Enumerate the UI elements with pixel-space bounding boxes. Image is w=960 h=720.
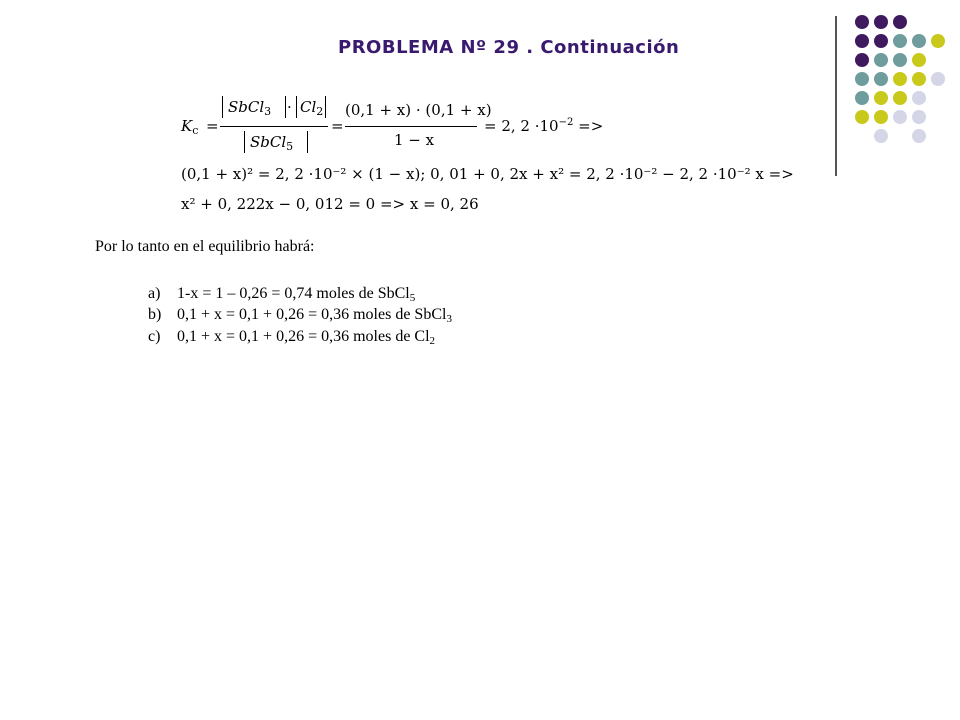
rhs-arrow: => xyxy=(578,117,604,135)
decorative-dot xyxy=(912,72,926,86)
decorative-dot xyxy=(855,91,869,105)
fraction-bar-2 xyxy=(345,126,477,127)
decorative-dot xyxy=(893,91,907,105)
decorative-divider xyxy=(835,16,837,176)
answer-item-b xyxy=(148,306,452,325)
decorative-dot xyxy=(912,34,926,48)
equation-line-3: x² + 0, 222x − 0, 012 = 0 => x = 0, 26 xyxy=(181,195,479,213)
item-label: a) xyxy=(148,285,161,302)
decorative-dot xyxy=(874,72,888,86)
kc-subscript: c xyxy=(192,124,199,137)
fraction-bar-1 xyxy=(220,126,328,127)
decorative-dot xyxy=(912,129,926,143)
decorative-dot xyxy=(893,53,907,67)
rhs-value: = 2, 2 ·10 xyxy=(484,117,559,135)
item-text: 0,1 + x = 0,1 + 0,26 = 0,36 moles de Cl xyxy=(177,328,430,345)
decorative-dot xyxy=(931,34,945,48)
answer-item-c xyxy=(148,328,435,347)
equation-line-2: (0,1 + x)² = 2, 2 ·10⁻² × (1 − x); 0, 01 + 0, 2x + x² = 2, 2 ·10⁻² − 2, 2 ·10⁻² x => xyxy=(181,165,794,183)
intro-text: Por lo tanto en el equilibrio habrá: xyxy=(95,238,315,255)
decorative-dot xyxy=(855,53,869,67)
num-cl2: Cl xyxy=(300,98,317,116)
decorative-dot xyxy=(874,53,888,67)
decorative-dot xyxy=(855,72,869,86)
decorative-dot xyxy=(912,53,926,67)
item-label: b) xyxy=(148,306,162,323)
item-subscript: 5 xyxy=(409,292,416,304)
decorative-dot xyxy=(874,91,888,105)
decorative-dot xyxy=(874,34,888,48)
kc-symbol: K xyxy=(181,117,193,135)
decorative-dot xyxy=(874,129,888,143)
den-sbcl5: SbCl xyxy=(250,133,287,151)
decorative-dot xyxy=(912,91,926,105)
decorative-dot xyxy=(855,15,869,29)
decorative-dot xyxy=(893,15,907,29)
den-sbcl5-sub: 5 xyxy=(286,140,294,153)
item-subscript: 3 xyxy=(446,313,452,325)
decorative-dot xyxy=(874,110,888,124)
item-label: c) xyxy=(148,328,161,345)
decorative-dot xyxy=(855,34,869,48)
rhs-exponent: −2 xyxy=(558,117,574,128)
decorative-dot xyxy=(893,72,907,86)
num-sbcl3: SbCl xyxy=(228,98,265,116)
fraction2-numerator: (0,1 + x) · (0,1 + x) xyxy=(345,101,492,119)
decorative-dot xyxy=(855,110,869,124)
fraction2-denominator: 1 − x xyxy=(394,131,435,149)
decorative-dot xyxy=(931,72,945,86)
page-title: PROBLEMA Nº 29 . Continuación xyxy=(338,37,680,58)
decorative-dot xyxy=(893,34,907,48)
item-text: 1-x = 1 – 0,26 = 0,74 moles de SbCl xyxy=(177,285,410,302)
item-text: 0,1 + x = 0,1 + 0,26 = 0,36 moles de SbCl xyxy=(177,306,447,323)
num-cl2-sub: 2 xyxy=(316,105,324,118)
decorative-dot xyxy=(874,15,888,29)
num-sbcl3-sub: 3 xyxy=(264,105,272,118)
decorative-dot xyxy=(893,110,907,124)
item-subscript: 2 xyxy=(429,335,436,347)
answer-item-a xyxy=(148,285,415,304)
decorative-dot xyxy=(912,110,926,124)
